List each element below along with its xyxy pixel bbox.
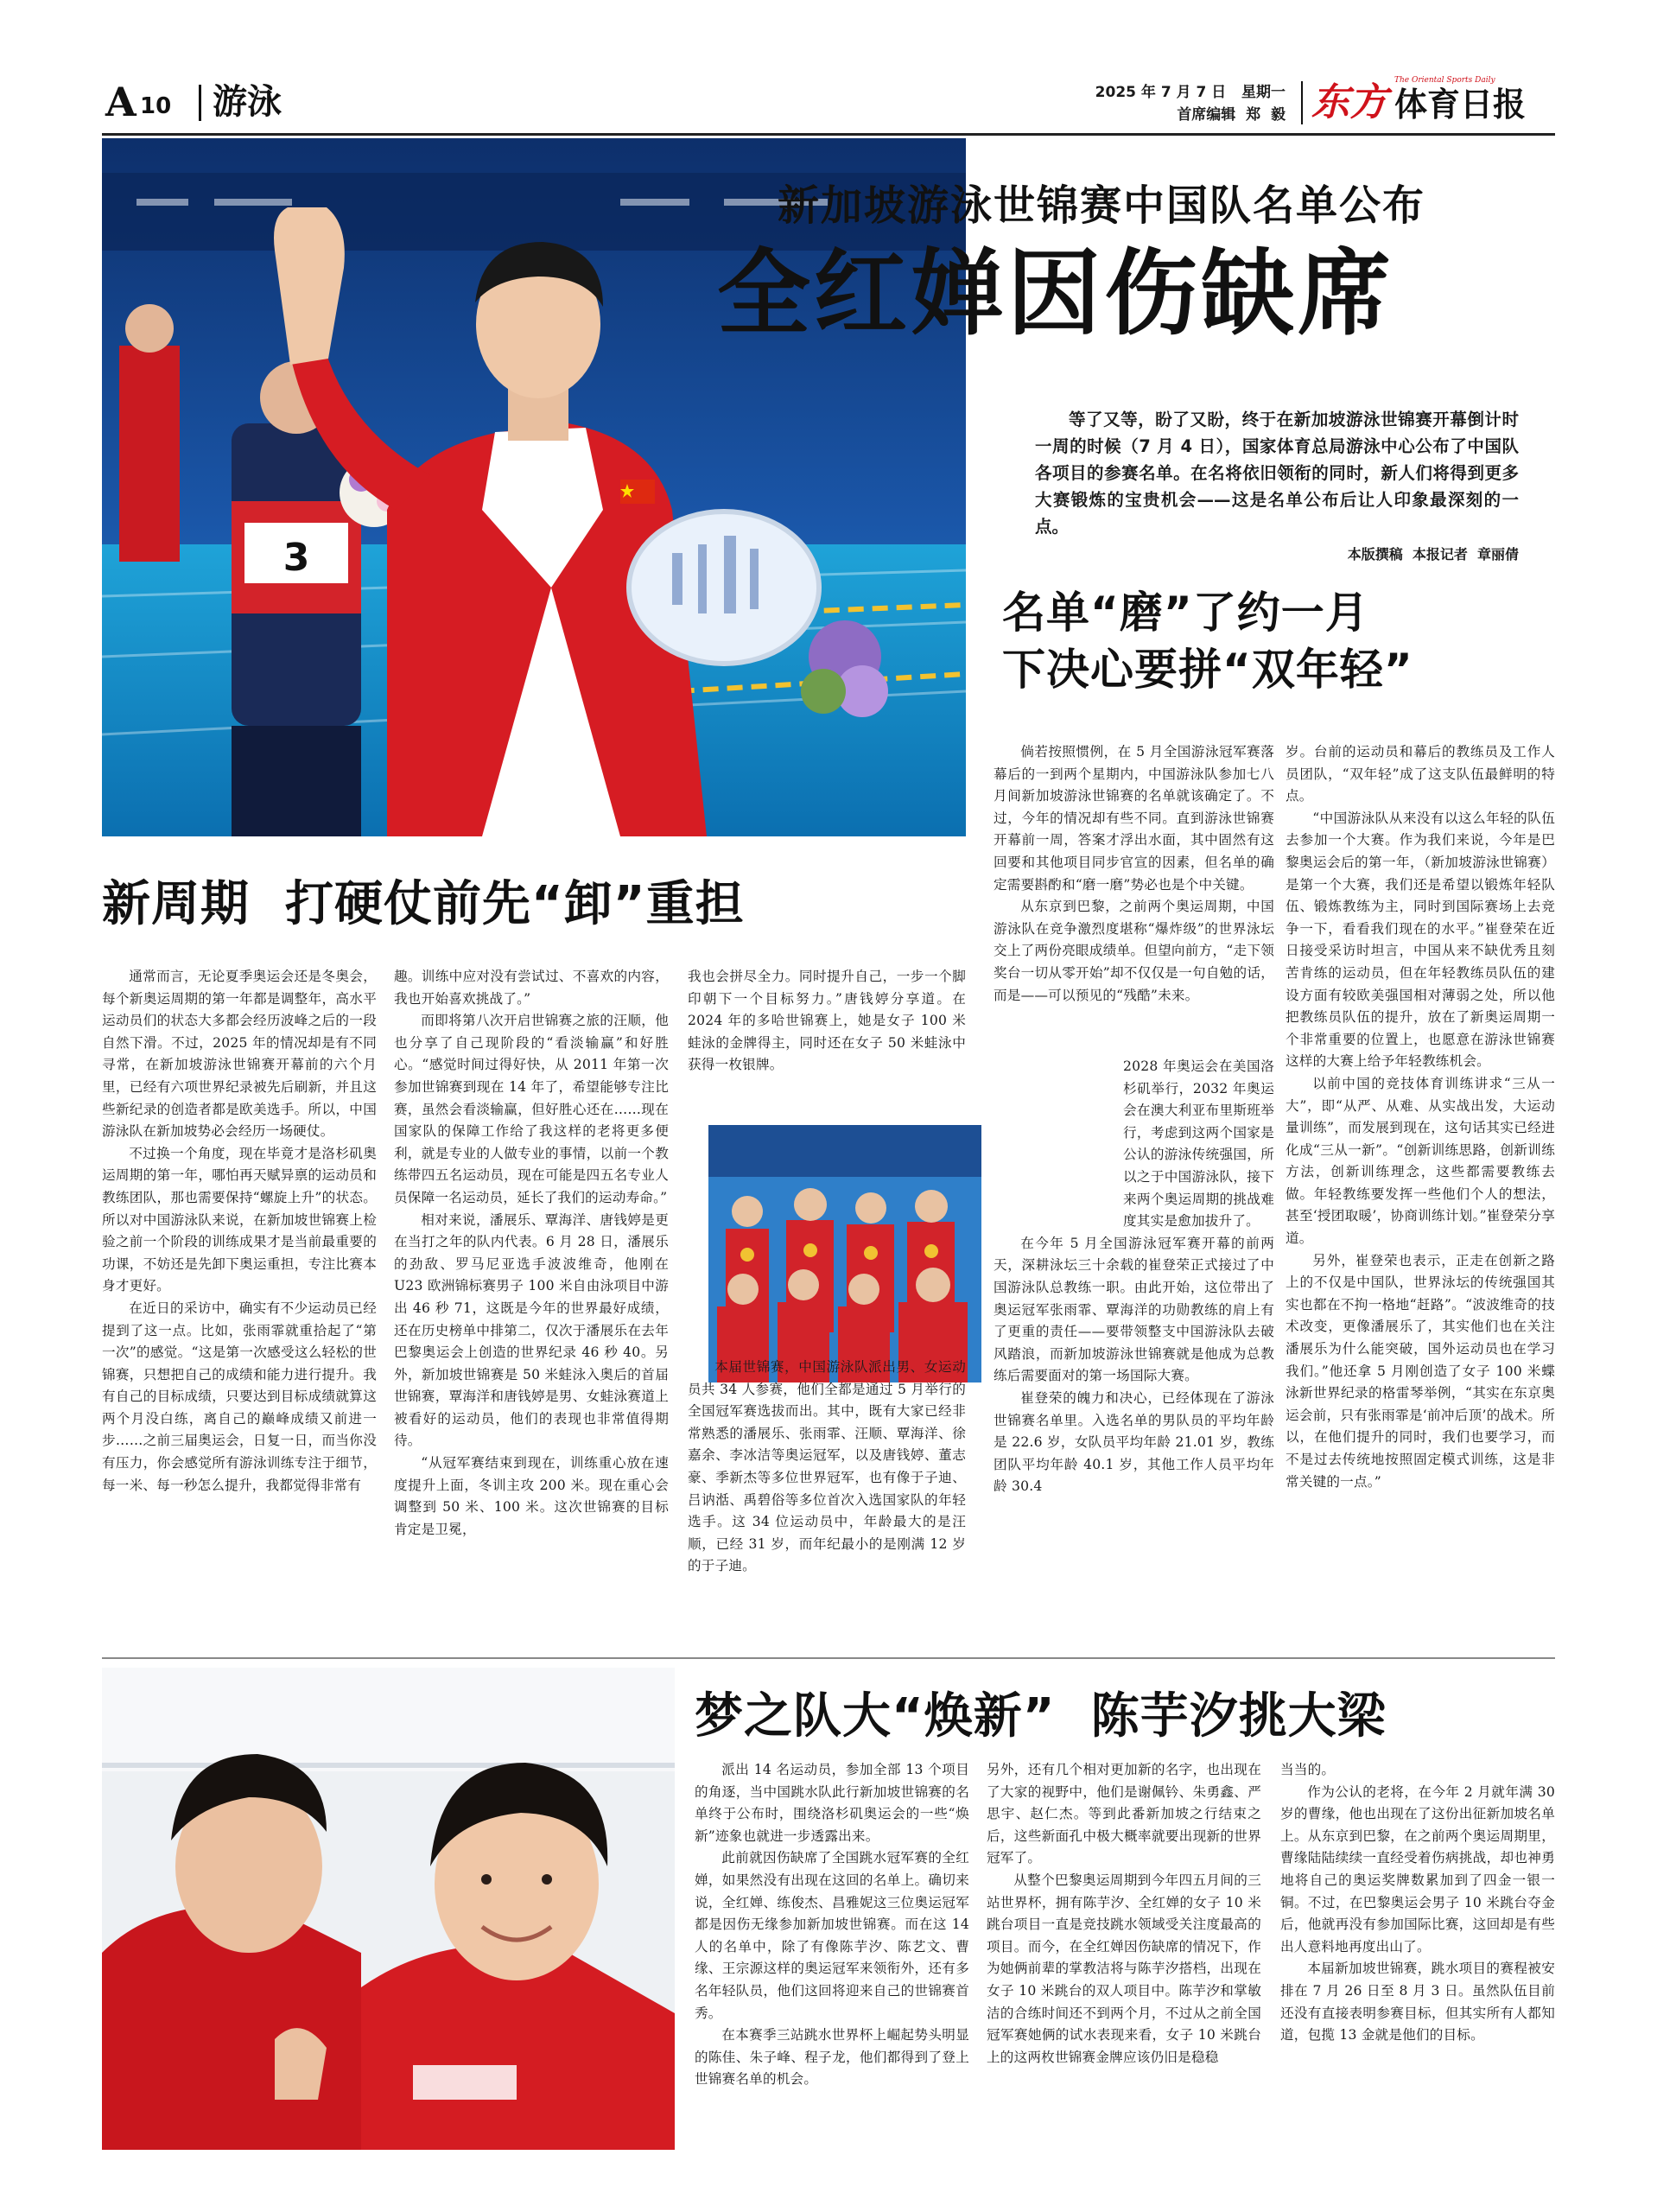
story1-column-1 xyxy=(994,741,1274,1007)
page-letter: A xyxy=(105,79,136,125)
story3-column-1 xyxy=(695,1759,969,2091)
feature-lead xyxy=(1035,406,1519,568)
story2-title: 新周期 打硬仗前先“卸”重担 xyxy=(102,876,745,932)
story2-column-1 xyxy=(102,966,377,1497)
story1-paragraph: 以前中国的竞技体育训练讲求“三从一大”，即“从严、从难、从实战出发，大运动量训练”，而发展到现在，这句话其实已经进化成“三从一新”。“创新训练思路，创新训练方法，创新训练理念，这些都需要教练去做。年轻教练要发挥一些他们个人的想法，甚至‘授团取暖’，协商训练计划。”崔登荣分享道。 xyxy=(1286,1075,1555,1247)
paper-logo xyxy=(1311,76,1555,130)
paper-logo-brand: 东方 xyxy=(1311,80,1387,124)
story3-paragraph: 当当的。 xyxy=(1280,1762,1336,1777)
story1-paragraph: 2028 年奥运会在美国洛杉矶举行，2032 年奥运会在澳大利亚布里斯班举行，考虑到这两个国家是公认的游泳传统强国，所以之于中国游泳队，接下来两个奥运周期的挑战难度其实是愈加拔升了。 xyxy=(1123,1058,1274,1230)
story3-column-3 xyxy=(1280,1759,1555,2047)
story3-paragraph: 作为公认的老将，在今年 2 月就年满 30 岁的曹缘，他也出现在了这份出征新加坡名单上。从东京到巴黎，在之前两个奥运周期里，曹缘陆陆续续一直经受着伤病挑战，却也神勇地将自己的奥运奖牌数累加到了四金一银一铜。不过，在巴黎奥运会男子 10 米跳台夺金后，他就再没有参加国际比赛，这回却是有些出人意料地再度出山了。 xyxy=(1280,1783,1555,1955)
story2-paragraph: 本届世锦赛，中国游泳队派出男、女运动员共 34 人参赛，他们全都是通过 5 月举行的全国冠军赛选拔而出。其中，既有大家已经非常熟悉的潘展乐、张雨霏、汪顺、覃海洋、徐嘉余、李冰洁等奥运冠军，以及唐钱婷、董志豪、季新杰等多位世界冠军，也有像于子迪、吕讷湉、禹碧俗等多位首次入选国家队的年轻选手。这 34 位运动员中，年龄最大的是汪顺，已经 31 岁，而年纪最小的是刚满 12 岁的于子迪。 xyxy=(688,1358,966,1574)
paper-logo-en: The Oriental Sports Daily xyxy=(1394,76,1495,85)
feature-byline: 本版撰稿 本报记者 章丽倩 xyxy=(1347,546,1519,563)
story1-paragraph: 崔登荣的魄力和决心，已经体现在了游泳世锦赛名单里。入选名单的男队员的平均年龄是 22.6 岁，女队员平均年龄 21.01 岁，教练团队平均年龄 40.1 岁，其他工作人员平均年龄 30.4 xyxy=(994,1389,1274,1495)
header-rule xyxy=(102,133,1555,136)
story1-paragraph: 在今年 5 月全国游泳冠军赛开幕的前两天，深耕泳坛三十余载的崔登荣正式接过了中国游泳队总教练一职。由此开始，这位带出了奥运冠军张雨霏、覃海洋的功勋教练的肩上有了更重的责任——要带领整支中国游泳队去破风踏浪，而新加坡游泳世锦赛就是他成为总教练后需要面对的第一场国际大赛。 xyxy=(994,1235,1274,1384)
story3-paragraph: 另外，还有几个相对更加新的名字，也出现在了大家的视野中，他们是谢佩钤、朱勇鑫、严思宇、赵仁杰。等到此番新加坡之行结束之后，这些新面孔中极大概率就要出现新的世界冠军了。 xyxy=(987,1762,1261,1866)
story1-column-2 xyxy=(1286,741,1555,1493)
story2-paragraph: 在近日的采访中，确实有不少运动员已经提到了这一点。比如，张雨霏就重拾起了“第一次”的感觉。“这是第一次感受这么轻松的世锦赛，只想把自己的成绩和能力进行提升。我有自己的目标成绩，只要达到目标成绩就算这两个月没白练，离自己的巅峰成绩又前进一步……之前三届奥运会，日复一日，而当你没有压力，你会感觉所有游泳训练专注于细节，每一米、每一秒怎么提升，我都觉得非常有 xyxy=(102,1300,377,1493)
story1-paragraph: “中国游泳队从来没有以这么年轻的队伍去参加一个大赛。作为我们来说，今年是巴黎奥运会后的第一年，（新加坡游泳世锦赛）是第一个大赛，我们还是希望以锻炼年轻队伍、锻炼教练为主，同时到国际赛场上去竞争一下，看看我们现在的水平。”崔登荣在近日接受采访时坦言，中国从来不缺优秀且刻苦肯练的运动员，但在年轻教练员队伍的建设方面有较欧美强国相对薄弱之处，所以他把教练员队伍的提升，放在了新奥运周期一个非常重要的位置上，也愿意在游泳世锦赛这样的大赛上给予年轻教练机会。 xyxy=(1286,810,1555,1070)
story3-paragraph: 从整个巴黎奥运周期到今年四五月间的三站世界杯，拥有陈芋汐、全红婵的女子 10 米跳台项目一直是竞技跳水领域受关注度最高的项目。而今，在全红婵因伤缺席的情况下，作为她俩前辈的掌教洁将与陈芋汐搭档，出现在女子 10 米跳台的双人项目中。陈芋汐和掌敏洁的合练时间还不到两个月，不过从之前全国冠军赛她俩的试水表现来看，女子 10 米跳台上的这两枚世锦赛金牌应该仍旧是稳稳 xyxy=(987,1872,1261,2065)
story2-paragraph: 相对来说，潘展乐、覃海洋、唐钱婷是更在当打之年的队内代表。6 月 28 日，潘展乐的劲敌、罗马尼亚选手波波维奇，他刚在 U23 欧洲锦标赛男子 100 米自由泳项目中游出 46 秒 71，这既是今年的世界最好成绩，还在历史榜单中排第二，仅次于潘展乐在去年巴黎奥运会上创造的世界纪录 46 秒 40。另外，新加坡世锦赛是 50 米蛙泳入奥后的首届世锦赛，覃海洋和唐钱婷是男、女蛙泳赛道上被看好的运动员，他们的表现也非常值得期待。 xyxy=(394,1211,669,1449)
header-divider xyxy=(199,85,201,121)
story2-column-2 xyxy=(394,966,669,1541)
story2-column-3 xyxy=(688,966,966,1578)
story2-paragraph: 不过换一个角度，现在毕竟才是洛杉矶奥运周期的第一年，哪怕再天赋异禀的运动员和教练团队，那也需要保持“螺旋上升”的状态。所以对中国游泳队来说，在新加坡世锦赛上检验之前一个阶段的训练成果才是当前最重要的功课，不妨还是先卸下奥运重担，专注比赛本身才更好。 xyxy=(102,1145,377,1294)
bib-number: 3 xyxy=(283,536,310,580)
story2-paragraph: 通常而言，无论夏季奥运会还是冬奥会，每个新奥运周期的第一年都是调整年，高水平运动员们的状态大多都会经历波峰之后的一段自然下滑。不过，2025 年的情况却是有不同寻常，在新加坡游泳世锦赛开幕前的六个月里，已经有六项世界纪录被先后刷新，并且这些新纪录的创造者都是欧美选手。所以，中国游泳队在新加坡势必会经历一场硬仗。 xyxy=(102,969,377,1140)
story3-column-2 xyxy=(987,1759,1261,2069)
feature-headline: 全红婵因伤缺席 xyxy=(717,240,1395,348)
story1-column-1-wrap xyxy=(994,1056,1274,1498)
page-number: 10 xyxy=(140,93,172,119)
chief-editor: 首席编辑 郑 毅 xyxy=(1177,106,1286,124)
issue-date: 2025 年 7 月 7 日 星期一 xyxy=(1095,84,1286,101)
paper-logo-name: 体育日报 xyxy=(1394,86,1527,124)
header-divider-2 xyxy=(1301,81,1303,124)
story1-paragraph: 从东京到巴黎，之前两个奥运周期，中国游泳队在竞争激烈度堪称“爆炸级”的世界泳坛交上了两份亮眼成绩单。但望向前方，“走下领奖台一切从零开始”却不仅仅是一句自勉的话，而是——可以预见的“残酷”未来。 xyxy=(994,899,1274,1003)
story3-paragraph: 此前就因伤缺席了全国跳水冠军赛的全红婵，如果然没有出现在这回的名单上。确切来说，全红婵、练俊杰、昌雅妮这三位奥运冠军都是因伤无缘参加新加坡世锦赛。而在这 14 人的名单中，除了有像陈芋汐、陈艺文、曹缘、王宗源这样的奥运冠军来领衔外，还有多名年轻队员，他们这回将迎来自己的世锦赛首秀。 xyxy=(695,1850,969,2021)
story3-title: 梦之队大“焕新” 陈芋汐挑大梁 xyxy=(695,1688,1387,1745)
story2-paragraph: 我也会拼尽全力。同时提升自己，一步一个脚印朝下一个目标努力。”唐钱婷分享道。在 2024 年的多哈世锦赛上，她是女子 100 米蛙泳的金牌得主，同时还在女子 50 米蛙泳中获得一枚银牌。 xyxy=(688,969,966,1073)
masthead xyxy=(102,76,1555,130)
story3-paragraph: 派出 14 名运动员，参加全部 13 个项目的角逐，当中国跳水队此行新加坡世锦赛的名单终于公布时，围绕洛杉矶奥运会的一些“焕新”迹象也就进一步透露出来。 xyxy=(695,1762,969,1844)
feature-lead-text: 等了又等，盼了又盼，终于在新加坡游泳世锦赛开幕倒计时一周的时候（7 月 4 日），国家体育总局游泳中心公布了中国队各项目的参赛名单。在名将依旧领衔的同时，新人们将得到更多大赛锻炼的宝贵机会——这是名单公布后让人印象最深刻的一点。 xyxy=(1035,410,1519,537)
story1-paragraph: 倘若按照惯例，在 5 月全国游泳冠军赛落幕后的一到两个星期内，中国游泳队参加七八月间新加坡游泳世锦赛的名单就该确定了。不过，今年的情况却有些不同。直到游泳世锦赛开幕前一周，答案才浮出水面，其中固然有这回要和其他项目同步官宣的因素，但名单的确定需要斟酌和“磨一磨”势必也是个中关键。 xyxy=(994,744,1274,893)
story1-title: 名单“磨”了约一月 下决心要拼“双年轻” xyxy=(1002,588,1413,695)
story2-paragraph: 而即将第八次开启世锦赛之旅的汪顺，他也分享了自己现阶段的“看淡输赢”和好胜心。“感觉时间过得好快，从 2011 年第一次参加世锦赛到现在 14 年了，希望能够专注比赛，虽然会看淡输赢，但好胜心还在……现在国家队的保障工作给了我这样的老将更多便利，就是专业的人做专业的事情，以前一个教练带四五名运动员，现在可能是四五名专业人员保障一名运动员，延长了我们的运动寿命。” xyxy=(394,1013,669,1205)
section-divider xyxy=(102,1657,1555,1659)
story1-paragraph: 另外，崔登荣也表示，正走在创新之路上的不仅是中国队，世界泳坛的传统强国其实也都在不拘一格地“赶路”。“波波维奇的技术改变，更像潘展乐了，其实他们也在关注潘展乐为什么能突破，国外运动员也在学习我们。”他还拿 5 月刚创造了女子 100 米蝶泳新世界纪录的格雷琴举例，“其实在东京奥运会前，只有张雨霏是‘前冲后顶’的战术。所以，在他们提升的同时，我们也要学习，而不是过去传统地按照固定模式训练，这是非常关键的一点。” xyxy=(1286,1252,1555,1490)
story2-paragraph: “从冠军赛结束到现在，训练重心放在速度提升上面，冬训主攻 200 米。现在重心会调整到 50 米、100 米。这次世锦赛的目标肯定是卫冕， xyxy=(394,1455,669,1537)
story3-paragraph: 在本赛季三站跳水世界杯上崛起势头明显的陈佳、朱子峰、程子龙，他们都得到了登上世锦赛名单的机会。 xyxy=(695,2027,969,2088)
story2-paragraph: 趣。训练中应对没有尝试过、不喜欢的内容，我也开始喜欢挑战了。” xyxy=(394,969,669,1007)
story3-paragraph: 本届新加坡世锦赛，跳水项目的赛程被安排在 7 月 26 日至 8 月 3 日。虽然队伍目前还没有直接表明参赛目标，但其实所有人都知道，包揽 13 金就是他们的目标。 xyxy=(1280,1961,1555,2044)
divers-photo xyxy=(102,1668,675,2150)
section-title: 游泳 xyxy=(213,82,282,122)
feature-kicker: 新加坡游泳世锦赛中国队名单公布 xyxy=(778,181,1426,230)
story1-paragraph: 岁。台前的运动员和幕后的教练员及工作人员团队，“双年轻”成了这支队伍最鲜明的特点。 xyxy=(1286,744,1555,804)
